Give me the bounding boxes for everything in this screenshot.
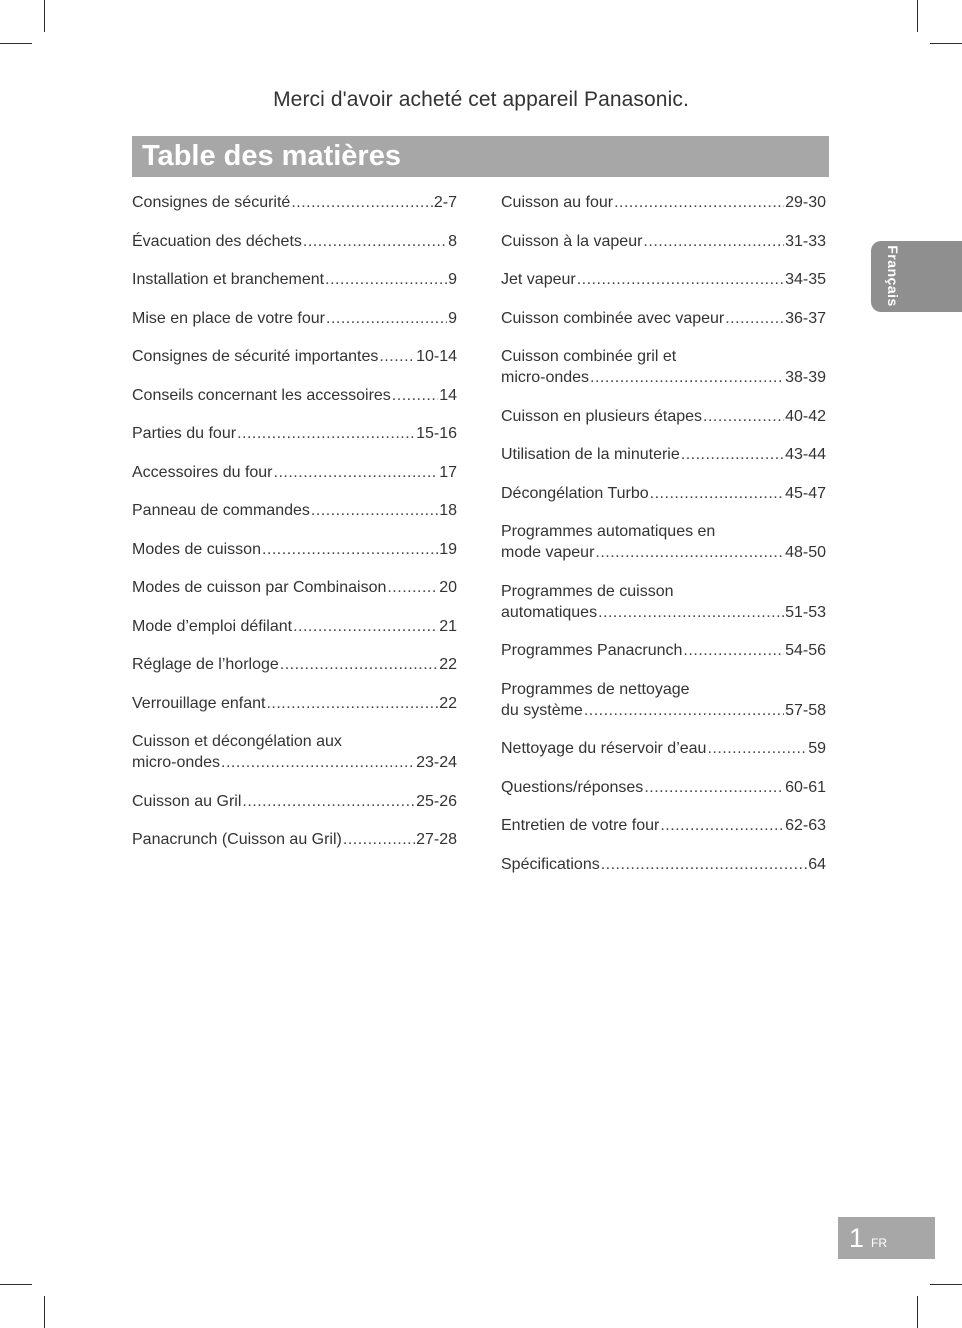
toc-entry-row <box>501 542 826 563</box>
toc-entry-title: Entretien de votre four <box>501 817 660 834</box>
toc-entry-row <box>501 815 826 836</box>
toc-leader-dots <box>601 854 807 875</box>
toc-leader-dots <box>303 231 447 252</box>
toc-entry-page: 64 <box>808 855 826 873</box>
toc-entry-row <box>501 269 826 290</box>
toc-entry-page: 14 <box>439 386 457 404</box>
language-code: FR <box>871 1236 887 1250</box>
toc-leader-dots <box>725 308 784 329</box>
toc-entry <box>501 521 826 563</box>
toc-entry <box>501 192 826 213</box>
toc-entry-page: 62-63 <box>785 817 826 834</box>
toc-leader-dots <box>584 700 784 721</box>
language-tab-label: Français <box>885 245 901 307</box>
toc-leader-dots <box>280 654 438 675</box>
toc-entry-title: Évacuation des déchets <box>132 232 302 250</box>
toc-entry-title: mode vapeur <box>501 544 595 561</box>
toc-leader-dots <box>660 815 784 836</box>
toc-entry-row <box>501 483 826 504</box>
crop-mark-bottom-left-vertical <box>44 1296 45 1328</box>
toc-entry <box>501 269 826 290</box>
toc-entry-page: 59 <box>808 740 826 757</box>
toc-entry-page: 43-44 <box>785 446 826 463</box>
toc-entry-title-line: Cuisson et décongélation aux <box>132 733 342 750</box>
toc-entry-title: automatiques <box>501 603 598 621</box>
toc-leader-dots <box>595 542 784 563</box>
toc-entry <box>132 423 457 444</box>
toc-entry-page: 54-56 <box>785 642 826 659</box>
toc-entry-row <box>132 423 457 444</box>
toc-entry <box>501 581 826 623</box>
toc-entry-page: 21 <box>439 617 457 635</box>
toc-entry-title: Réglage de l’horloge <box>132 656 279 673</box>
toc-entry <box>501 308 826 329</box>
toc-leader-dots <box>598 602 784 623</box>
toc-entry <box>501 444 826 465</box>
toc-leader-dots <box>237 423 415 444</box>
toc-entry-title: Nettoyage du réservoir d’eau <box>501 740 707 757</box>
toc-entry-title: Cuisson à la vapeur <box>501 232 643 250</box>
toc-entry <box>132 269 457 290</box>
toc-entry-row <box>132 462 457 483</box>
toc-entry-row <box>132 693 457 714</box>
toc-entry-row <box>132 791 457 812</box>
toc-entry <box>501 231 826 252</box>
title-bar <box>132 136 829 177</box>
toc-entry-title: Modes de cuisson par Combinaison <box>132 579 387 596</box>
toc-entry-page: 51-53 <box>785 603 826 621</box>
toc-leader-dots <box>326 308 447 329</box>
toc-leader-dots <box>681 444 784 465</box>
toc-entry-title: Installation et branchement <box>132 271 325 288</box>
toc-entry <box>132 791 457 812</box>
toc-entry-row <box>501 738 826 759</box>
toc-entry-page: 34-35 <box>785 271 826 288</box>
toc-entry-row <box>132 829 457 850</box>
crop-mark-top-left-vertical <box>44 0 45 32</box>
toc-entry-title: Cuisson au Gril <box>132 792 242 810</box>
crop-mark-top-right-vertical <box>917 0 918 32</box>
toc-entry-title: Mise en place de votre four <box>132 309 325 327</box>
toc-entry-row <box>132 752 457 773</box>
page-number: 1 <box>849 1223 865 1253</box>
toc-right-column <box>501 192 826 892</box>
toc-leader-dots <box>242 791 415 812</box>
toc-entry-row <box>501 700 826 721</box>
toc-entry-title-line: Cuisson combinée gril et <box>501 348 677 365</box>
toc-entry-row <box>501 406 826 427</box>
toc-entry-page: 60-61 <box>785 778 826 796</box>
toc-entry <box>132 308 457 329</box>
toc-entry-page: 2-7 <box>433 194 457 211</box>
toc-entry <box>501 640 826 661</box>
toc-leader-dots <box>707 738 807 759</box>
page-title: Table des matières <box>142 140 401 172</box>
toc-entry-page: 29-30 <box>785 194 826 211</box>
toc-entry-title: Cuisson combinée avec vapeur <box>501 309 725 327</box>
toc-entry-row <box>132 654 457 675</box>
toc-entry-title: Panneau de commandes <box>132 502 310 519</box>
toc-entry <box>132 346 457 367</box>
toc-entry-row <box>501 777 826 798</box>
toc-entry <box>132 693 457 714</box>
toc-entry <box>501 346 826 388</box>
toc-entry-row <box>501 231 826 252</box>
toc-entry <box>501 777 826 798</box>
toc-leader-dots <box>683 640 784 661</box>
toc-leader-dots <box>221 752 415 773</box>
toc-entry-title-line: Programmes de cuisson <box>501 582 674 600</box>
toc-entry-page: 8 <box>448 232 457 250</box>
toc-entry <box>501 738 826 759</box>
crop-mark-bottom-right-vertical <box>917 1296 918 1328</box>
toc-entry-row <box>501 444 826 465</box>
toc-entry <box>132 539 457 560</box>
toc-entry-row <box>132 577 457 598</box>
toc-entry-title: Verrouillage enfant <box>132 694 266 712</box>
toc-entry-row <box>132 385 457 406</box>
language-tab <box>871 241 962 312</box>
toc-entry-title: du système <box>501 701 583 719</box>
toc-entry-row <box>132 231 457 252</box>
toc-entry-row <box>501 367 826 388</box>
toc-entry-row <box>501 854 826 875</box>
toc-entry-page: 23-24 <box>416 754 457 771</box>
toc-leader-dots <box>650 483 784 504</box>
toc-entry-page: 40-42 <box>785 407 826 425</box>
toc-entry-title: micro-ondes <box>132 754 221 771</box>
toc-entry-title: Consignes de sécurité <box>132 194 291 211</box>
toc-entry-page: 9 <box>448 309 457 327</box>
toc-entry-page: 17 <box>439 463 457 481</box>
toc-leader-dots <box>274 462 439 483</box>
toc-entry-row <box>501 602 826 623</box>
toc-entry-page: 9 <box>448 271 457 288</box>
toc-leader-dots <box>293 616 438 637</box>
toc-entry-page: 15-16 <box>416 425 457 442</box>
toc-entry-row <box>132 308 457 329</box>
toc-entry-title: Programmes Panacrunch <box>501 642 683 659</box>
toc-leader-dots <box>291 192 433 213</box>
toc-entry-title: Accessoires du four <box>132 463 273 481</box>
toc-entry-row <box>132 616 457 637</box>
toc-entry-page: 19 <box>439 540 457 558</box>
toc-entry-row <box>132 346 457 367</box>
toc-entry <box>501 406 826 427</box>
toc-entry-row <box>132 500 457 521</box>
toc-entry-title: Spécifications <box>501 855 600 873</box>
toc-entry-page: 36-37 <box>785 309 826 327</box>
toc-entry-page: 45-47 <box>785 484 826 502</box>
toc-entry-row <box>501 308 826 329</box>
toc-leader-dots <box>387 577 438 598</box>
toc-entry <box>501 483 826 504</box>
toc-entry-title: Parties du four <box>132 425 237 442</box>
toc-leader-dots <box>392 385 438 406</box>
toc-leader-dots <box>577 269 784 290</box>
toc-entry <box>132 829 457 850</box>
toc-entry-page: 18 <box>439 502 457 519</box>
toc-entry-row <box>132 539 457 560</box>
toc-leader-dots <box>379 346 415 367</box>
toc-leader-dots <box>703 406 784 427</box>
toc-entry-title: Utilisation de la minuterie <box>501 446 680 463</box>
toc-entry-page: 10-14 <box>416 348 457 365</box>
crop-mark-top-left-horizontal <box>0 43 32 44</box>
toc-left-column <box>132 192 457 868</box>
toc-entry <box>132 577 457 598</box>
toc-entry-title: Consignes de sécurité importantes <box>132 348 379 365</box>
toc-entry-page: 25-26 <box>416 792 457 810</box>
toc-leader-dots <box>343 829 415 850</box>
toc-entry <box>132 231 457 252</box>
toc-entry-title: micro-ondes <box>501 369 590 386</box>
intro-text: Merci d'avoir acheté cet appareil Panasonic. <box>273 88 689 111</box>
crop-mark-bottom-right-horizontal <box>930 1284 962 1285</box>
toc-entry-title: Cuisson au four <box>501 194 614 211</box>
toc-leader-dots <box>643 231 784 252</box>
toc-entry <box>132 462 457 483</box>
toc-entry-title: Modes de cuisson <box>132 540 261 558</box>
toc-entry-page: 31-33 <box>785 232 826 250</box>
toc-entry <box>132 500 457 521</box>
toc-entry-page: 22 <box>439 656 457 673</box>
toc-leader-dots <box>325 269 447 290</box>
toc-entry <box>132 731 457 773</box>
page-number-box <box>838 1217 935 1259</box>
toc-entry-page: 48-50 <box>785 544 826 561</box>
toc-entry-row <box>501 640 826 661</box>
toc-entry-title: Panacrunch (Cuisson au Gril) <box>132 831 342 848</box>
toc-entry-page: 22 <box>439 694 457 712</box>
toc-entry-title-line: Programmes de nettoyage <box>501 680 690 698</box>
toc-entry <box>132 616 457 637</box>
toc-entry-title: Mode d’emploi défilant <box>132 617 293 635</box>
crop-mark-top-right-horizontal <box>930 43 962 44</box>
toc-entry <box>501 679 826 721</box>
toc-leader-dots <box>614 192 784 213</box>
toc-entry-row <box>501 192 826 213</box>
toc-entry-title: Questions/réponses <box>501 778 644 796</box>
toc-entry-title: Conseils concernant les accessoires <box>132 386 391 404</box>
toc-entry-page: 27-28 <box>416 831 457 848</box>
toc-entry <box>132 654 457 675</box>
crop-mark-bottom-left-horizontal <box>0 1284 32 1285</box>
toc-leader-dots <box>262 539 438 560</box>
toc-entry-row <box>132 269 457 290</box>
toc-entry-title-line: Programmes automatiques en <box>501 523 716 540</box>
toc-entry-page: 20 <box>439 579 457 596</box>
toc-entry-page: 38-39 <box>785 369 826 386</box>
toc-entry <box>501 815 826 836</box>
toc-entry-title: Cuisson en plusieurs étapes <box>501 407 703 425</box>
toc-entry <box>132 385 457 406</box>
toc-entry-row <box>132 192 457 213</box>
toc-entry <box>132 192 457 213</box>
toc-entry-title: Décongélation Turbo <box>501 484 649 502</box>
toc-entry-page: 57-58 <box>785 701 826 719</box>
toc-leader-dots <box>590 367 784 388</box>
toc-entry-title: Jet vapeur <box>501 271 576 288</box>
toc-leader-dots <box>311 500 438 521</box>
toc-leader-dots <box>266 693 438 714</box>
toc-entry <box>501 854 826 875</box>
toc-leader-dots <box>644 777 784 798</box>
